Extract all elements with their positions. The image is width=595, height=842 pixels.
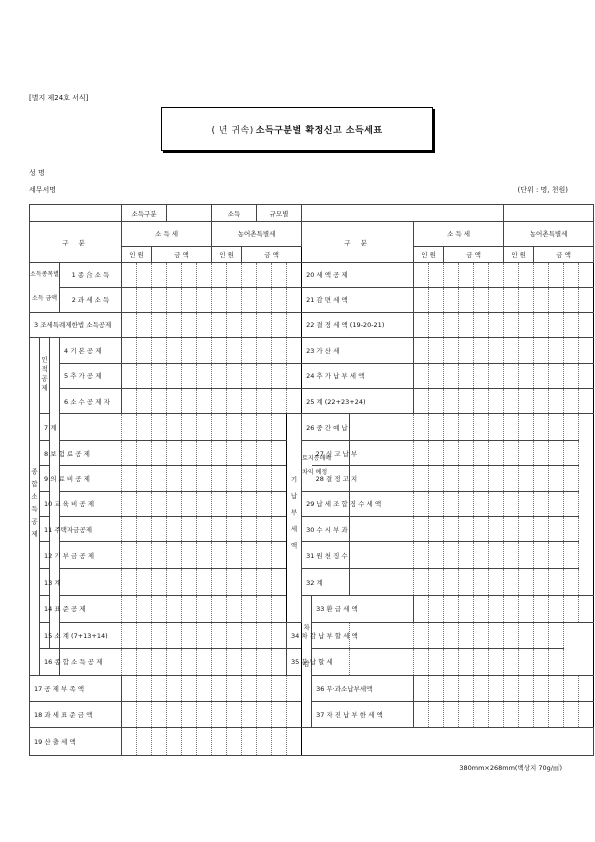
row-26-label: 26 중 간 예 납 [302,414,350,440]
row-29-label: 29 납 세 조 합 징 수 세 액 [302,491,350,516]
income-type-value[interactable] [167,205,212,222]
right-ft-amount: 금 액 [534,246,594,262]
row-28-label: 28 결 정 고 지 [312,466,350,491]
right-farm-tax-header: 농어촌특별세 [504,222,594,246]
row-8-label: 8 보 험 료 공 제 [40,440,50,465]
scale-value[interactable] [302,205,504,222]
row-5-label: 5 추 가 공 제 [60,363,122,388]
row-1-label: 1 종 合 소 득 [60,262,122,287]
header-income: 소득 [212,205,257,222]
land-sale-label [302,440,332,491]
row-36-label: 36 무·과소납부세액 [312,675,414,701]
row-3-label: 3 조세특례제한법 소득공제 [30,312,122,337]
left-ft-people: 인 원 [212,246,242,262]
row-24-label: 24 추 가 납 부 세 액 [302,363,414,388]
row-16-label: 16 종 합 소 득 공 제 [40,649,60,675]
right-it-people: 인 원 [414,246,444,262]
row-21-label: 21 감 면 세 액 [302,287,414,312]
left-income-tax-header: 소 득 세 [122,222,212,246]
row-18-label: 18 과 세 표 준 금 액 [30,701,122,727]
row-17-label: 17 공 제 부 족 액 [30,675,122,701]
row-2-label: 2 과 세 소 득 [60,287,122,312]
row-13-label: 13 계 [40,568,50,595]
header-scale: 규모별 [257,205,302,222]
row-6-label: 6 소 수 공 제 자 [60,388,122,413]
group-prepaid-tax: 기납부세액 [287,414,302,622]
row-31-label: 31 원 천 징 수 [302,542,350,568]
left-farm-tax-header: 농어촌특별세 [212,222,302,246]
row-34-label: 34 차 감 납 부 할 세 액 [287,622,312,648]
row-32-label: 32 계 [302,568,350,595]
row-22-label: 22 결 정 세 액 (19-20-21) [302,312,414,337]
row-27-label: 27 신 고 납 부 [312,440,350,465]
title-main: 소득구분별 확정신고 소득세표 [255,125,383,136]
paper-spec: 380mm×268mm(백상지 70g/㎡) [459,764,562,772]
row-23-label: 23 가 산 세 [302,338,414,363]
right-income-tax-header: 소 득 세 [414,222,504,246]
row-15-label: 15 소 계 (7+13+14) [40,622,60,648]
left-it-people: 인 원 [122,246,152,262]
land-sale-label-b: 차익 예정 [302,468,328,476]
row-4-label: 4 기 본 공 제 [60,338,122,363]
group-deduction: 차감 [302,596,312,728]
right-it-amount: 금 액 [444,246,504,262]
row-19-label: 19 산 출 세 액 [30,728,122,756]
row-11-label: 11 주택자금공제 [40,517,50,542]
row-35-label: 35 분 납 할 세 [287,649,312,675]
row-20-label: 20 세 액 공 제 [302,262,414,287]
blank-cell [302,728,594,756]
row-14-label: 14 표 준 공 제 [40,596,60,622]
left-ft-amount: 금 액 [242,246,302,262]
row-37-label: 37 자 진 납 부 한 세 액 [312,701,414,727]
income-amount-label [30,262,60,312]
title-year: ( 년 귀속) [211,125,254,136]
income-amount-label-a: 소득종목별 [30,271,59,279]
row-9-label: 9 의 료 비 공 제 [40,466,50,491]
header-income-type: 소득구분 [122,205,167,222]
unit-label: (단위 : 명, 천원) [517,186,568,194]
row-30-label: 30 수 시 부 과 [302,517,350,542]
group-comprehensive-deduction: 종합소득공제 [30,338,40,675]
row-10-label: 10 교 육 비 공 제 [40,491,50,516]
name-label: 성 명 [29,169,45,177]
right-section-header: 구 분 [302,222,414,263]
income-tax-table [29,204,594,756]
form-title [161,107,433,151]
row-33-label: 33 환 급 세 액 [312,596,414,622]
group-personal-deduction: 인적공제 [40,338,50,414]
row-12-label: 12 기 부 금 공 제 [40,542,50,568]
row-25-label: 25 계 (22+23+24) [302,388,414,413]
tax-office-label: 세무서명 [29,186,57,194]
form-number: [별지 제24호 서식] [29,94,89,102]
left-it-amount: 금 액 [152,246,212,262]
right-ft-people: 인 원 [504,246,534,262]
income-amount-label-b: 소득 금액 [31,295,58,303]
left-section-header: 구 분 [30,222,122,263]
row-7-label: 7 계 [40,414,60,440]
land-sale-label-a: 토지등매매 [302,454,332,462]
blank-cell [504,205,594,222]
